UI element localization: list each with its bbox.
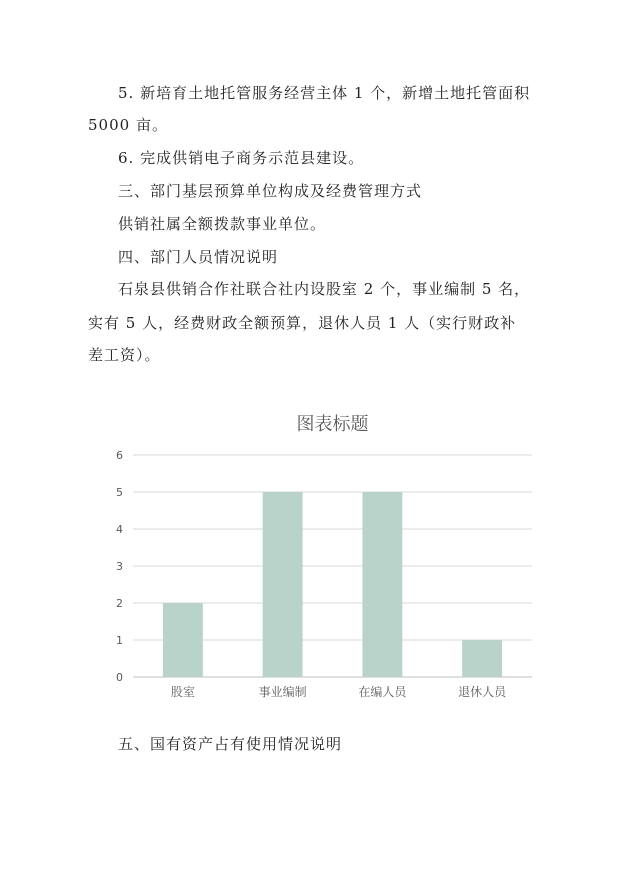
- bar: [163, 603, 203, 677]
- y-tick-label: 4: [116, 523, 123, 536]
- x-tick-label: 在编人员: [358, 685, 407, 699]
- paragraph-line: 5000 亩。: [88, 116, 168, 134]
- section-heading: 五、国有资产占有使用情况说明: [118, 735, 343, 753]
- paragraph-line: 实有 5 人，经费财政全额预算，退休人员 1 人（实行财政补: [88, 314, 517, 332]
- section-heading: 三、部门基层预算单位构成及经费管理方式: [118, 182, 423, 200]
- y-tick-label: 3: [116, 560, 123, 573]
- bar: [263, 492, 303, 677]
- y-tick-label: 6: [116, 449, 123, 462]
- y-tick-label: 1: [116, 634, 123, 647]
- paragraph-line: 供销社属全额拨款事业单位。: [118, 215, 327, 233]
- section-heading: 四、部门人员情况说明: [118, 248, 279, 266]
- y-tick-label: 0: [116, 671, 123, 684]
- chart-title: 图表标题: [296, 414, 369, 435]
- paragraph-line: 石泉县供销合作社联合社内设股室 2 个，事业编制 5 名，: [118, 280, 531, 298]
- paragraph-line: 差工资）。: [88, 346, 161, 364]
- x-tick-label: 股室: [170, 685, 195, 699]
- bar: [362, 492, 402, 677]
- y-tick-label: 5: [116, 486, 123, 499]
- y-tick-label: 2: [116, 597, 123, 610]
- x-tick-label: 事业编制: [258, 685, 307, 699]
- paragraph-line: 6. 完成供销电子商务示范县建设。: [118, 149, 365, 167]
- bar: [462, 640, 502, 677]
- x-tick-label: 退休人员: [458, 685, 507, 699]
- paragraph-line: 5. 新培育土地托管服务经营主体 1 个，新增土地托管面积: [118, 84, 531, 102]
